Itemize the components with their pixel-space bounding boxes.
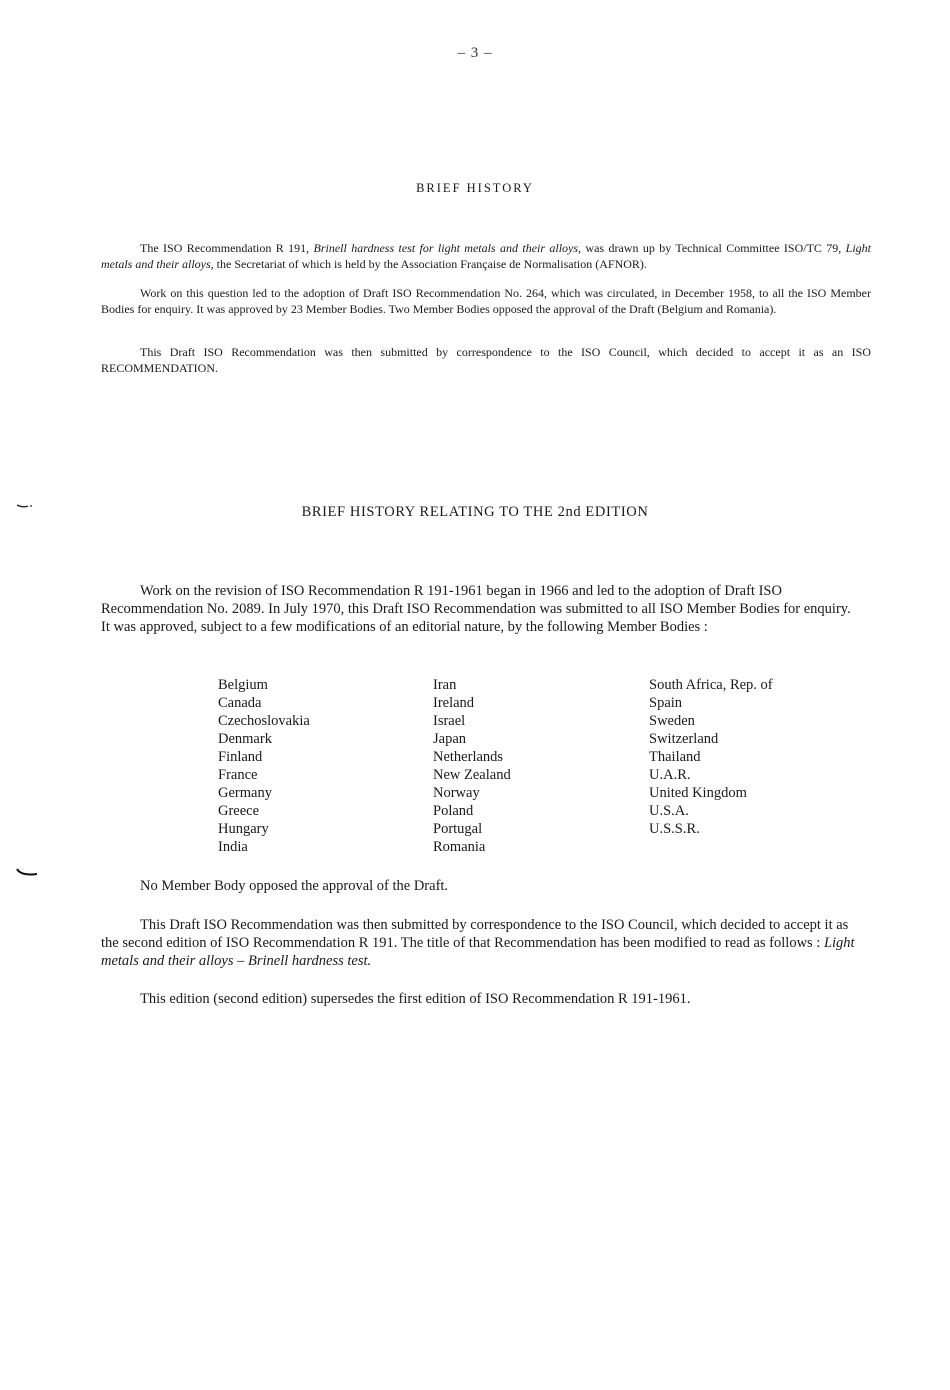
paragraph-no-opposition: No Member Body opposed the approval of the Draft. [140, 878, 449, 894]
member-body: South Africa, Rep. of [649, 677, 773, 693]
member-body: Japan [433, 731, 467, 747]
page-number: – 3 – [457, 45, 493, 61]
member-body: Canada [218, 695, 262, 711]
member-body: Germany [218, 785, 272, 801]
italic-new-title: Light metals and their alloys – Brinell hardness test. [101, 935, 855, 969]
paragraph-council-submission: This Draft ISO Recommendation was then submitted by correspondence to the ISO Council, which decided to accept it as an ISO RECOMMENDATION. [101, 345, 871, 375]
member-bodies-column-2 [433, 676, 511, 856]
italic-title: Brinell hardness test for light metals and their alloys [313, 241, 579, 255]
member-body: New Zealand [433, 767, 511, 783]
member-body: Belgium [218, 677, 268, 693]
member-body: Finland [218, 749, 263, 765]
member-body: Thailand [649, 749, 701, 765]
member-body: Israel [433, 713, 466, 729]
member-bodies-column-1 [218, 676, 310, 856]
section-heading-brief-history: BRIEF HISTORY [416, 181, 534, 195]
member-body: Hungary [218, 821, 269, 837]
text-segment: This Draft ISO Recommendation was then submitted by correspondence to the ISO Council, which decided to accept it as the second edition of ISO Recommendation R 191. The title of that Recommendation has been modified to read as follows : [101, 917, 849, 951]
member-body: Spain [649, 695, 683, 711]
member-body: Sweden [649, 713, 695, 729]
member-body: France [218, 767, 258, 783]
paragraph-supersedes: This edition (second edition) supersedes the first edition of ISO Recommendation R 191-1961. [140, 991, 691, 1007]
paragraph-revision-work: Work on the revision of ISO Recommendation R 191-1961 began in 1966 and led to the adoption of Draft ISO Recommendation No. 2089. In July 1970, this Draft ISO Recommendation was submitted to all ISO Member Bodies for enquiry. It was approved, subject to a few modifications of an editorial nature, by the following Member Bodies : [101, 583, 851, 635]
member-body: U.A.R. [649, 767, 691, 783]
member-body: Iran [433, 677, 457, 693]
member-body: Czechoslovakia [218, 713, 310, 729]
text-segment: , the Secretariat of which is held by the Association Française de Normalisation (AFNOR). [210, 256, 647, 271]
member-body: Switzerland [649, 731, 719, 747]
member-body: Netherlands [433, 749, 504, 765]
member-body: Ireland [433, 695, 475, 711]
member-body: Greece [218, 803, 260, 819]
section-heading-second-edition: BRIEF HISTORY RELATING TO THE 2nd EDITION [301, 504, 649, 520]
member-bodies-column-3 [649, 676, 773, 838]
paragraph-draft-adoption: Work on this question led to the adoption of Draft ISO Recommendation No. 264, which was circulated, in December 1958, to all the ISO Member Bodies for enquiry. It was approved by 23 Member Bodies. Two Member Bodies opposed the approval of the Draft (Belgium and Romania). [101, 286, 871, 316]
member-body: U.S.A. [649, 803, 689, 819]
paragraph-second-edition [101, 916, 861, 970]
member-body: U.S.S.R. [649, 821, 700, 837]
member-body: Poland [433, 803, 474, 819]
member-body: India [218, 839, 248, 855]
member-body: Portugal [433, 821, 483, 837]
text-segment: , was drawn up by Technical Committee ISO/TC 79, [578, 241, 846, 255]
margin-mark [15, 866, 41, 885]
member-body: Denmark [218, 731, 272, 747]
text-segment: The ISO Recommendation R 191, [140, 241, 314, 255]
italic-committee-title: Light metals and their alloys [101, 241, 872, 271]
member-body: Norway [433, 785, 480, 801]
paragraph-recommendation-origin [101, 241, 871, 272]
member-body: United Kingdom [649, 785, 747, 801]
member-body: Romania [433, 839, 486, 855]
